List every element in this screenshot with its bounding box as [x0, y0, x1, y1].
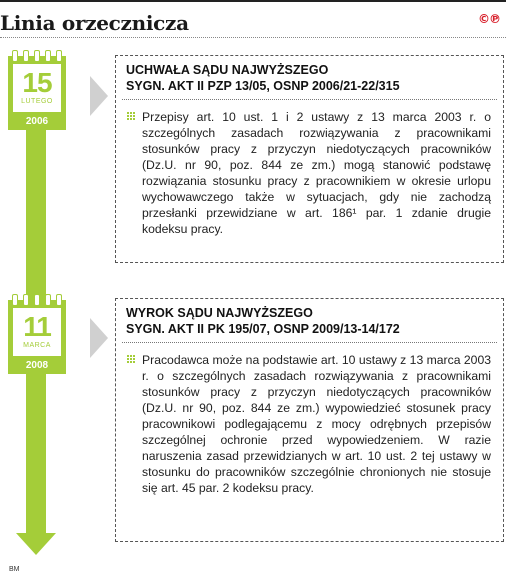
calendar-month: MARCA — [23, 342, 51, 349]
calendar-face — [13, 308, 61, 356]
ruling-card — [115, 55, 504, 263]
ruling-body: Pracodawca może na podstawie art. 10 ustawy z 13 marca 2003 r. o szczególnych zasadach rozwiązywania z pracownikami stosunków pracy z przyczyn niedotyczących pracowników (Dz.U. nr 90, poz. 844 ze zm.) wypowiedzieć stosunek pracy pracownikowi podlegającemu z mocy odrębnych przepisów szczególnej ochronie przed wypowiedzeniem. W razie naruszenia zasad przewidzianych w art. 10 ust. 2 tej ustawy w stosunku do pracowników szczególnie chronionych nie stosuje się art. 45 par. 2 kodeksu pracy. — [142, 353, 491, 495]
calendar-year: 2006 — [25, 116, 49, 127]
calendar-day: 15 — [22, 67, 52, 98]
pointer-arrow-icon — [90, 318, 108, 358]
copyright-mark: ©℗ — [478, 12, 500, 26]
title-divider — [0, 37, 506, 39]
ruling-type: WYROK SĄDU NAJWYŻSZEGO — [126, 306, 313, 320]
calendar-icon-entry-1 — [8, 56, 66, 130]
timeline-arrow-icon — [16, 533, 56, 555]
calendar-face — [13, 64, 61, 112]
bullet-grid-icon — [127, 112, 136, 121]
calendar-rings — [12, 294, 62, 306]
ruling-reference: SYGN. AKT II PK 195/07, OSNP 2009/13-14/172 — [126, 322, 400, 336]
page-title: Linia orzecznicza — [0, 11, 189, 35]
calendar-month: LUTEGO — [21, 98, 53, 105]
calendar-rings — [12, 50, 62, 62]
ruling-type: UCHWAŁA SĄDU NAJWYŻSZEGO — [126, 63, 329, 77]
ruling-heading — [122, 299, 497, 343]
ruling-text — [116, 100, 503, 245]
ruling-text — [116, 343, 503, 504]
ruling-body: Przepisy art. 10 ust. 1 i 2 ustawy z 13 marca 2003 r. o szczególnych zasadach rozwiązywania z pracownikami stosunków pracy z przyczyn niedotyczących pracowników (Dz.U. nr 90, poz. 844 ze zm.) mogą stanowić podstawę rozwiązania stosunku pracy z pracownikiem w okresie urlopu wychowawczego także w sytuacjach, gdy nie zachodzą przesłanki przewidziane w art. 186¹ par. 1 zdanie drugie kodeksu pracy. — [142, 110, 491, 236]
ruling-heading — [122, 56, 497, 100]
calendar-icon-entry-2 — [8, 300, 66, 374]
ruling-card — [115, 298, 504, 542]
calendar-year: 2008 — [25, 360, 49, 371]
bullet-grid-icon — [127, 355, 136, 364]
calendar-day: 11 — [23, 311, 51, 342]
top-rule — [0, 0, 506, 2]
author-credit: BM — [9, 566, 20, 573]
pointer-arrow-icon — [90, 76, 108, 116]
ruling-reference: SYGN. AKT II PZP 13/05, OSNP 2006/21-22/315 — [126, 79, 400, 93]
